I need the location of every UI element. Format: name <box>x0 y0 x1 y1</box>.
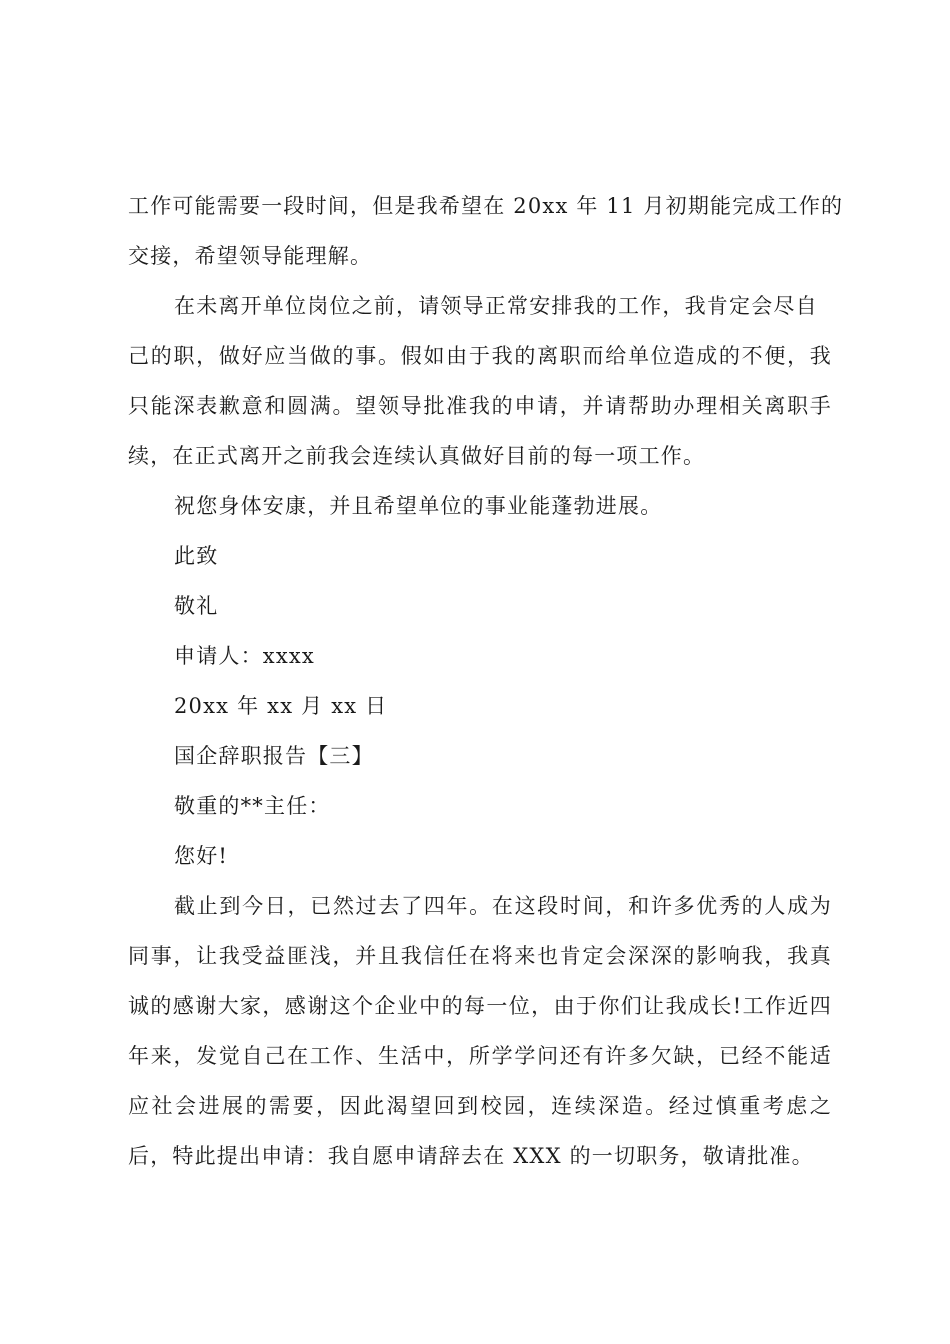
salutation-line: 此致 <box>174 544 219 568</box>
text-line: 只能深表歉意和圆满。望领导批准我的申请，并请帮助办理相关离职手 <box>128 394 832 418</box>
salutation-line: 敬礼 <box>174 594 219 618</box>
paragraph-first-line: 在未离开单位岗位之前，请领导正常安排我的工作，我肯定会尽自 <box>174 294 818 318</box>
text-line: 同事，让我受益匪浅，并且我信任在将来也肯定会深深的影响我，我真 <box>128 944 832 968</box>
text-line: 后，特此提出申请：我自愿申请辞去在 XXX 的一切职务，敬请批准。 <box>128 1144 814 1168</box>
text-line: 工作可能需要一段时间，但是我希望在 20xx 年 11 月初期能完成工作的 <box>128 194 844 218</box>
text-line: 交接，希望领导能理解。 <box>128 244 373 268</box>
text-line: 诚的感谢大家，感谢这个企业中的每一位，由于你们让我成长!工作近四 <box>128 994 832 1018</box>
text-line: 续，在正式离开之前我会连续认真做好目前的每一项工作。 <box>128 444 706 468</box>
applicant-line: 申请人：xxxx <box>174 644 315 668</box>
text-line: 应社会进展的需要，因此渴望回到校园，连续深造。经过慎重考虑之 <box>128 1094 832 1118</box>
greeting-line: 您好! <box>174 844 229 868</box>
text-line: 己的职，做好应当做的事。假如由于我的离职而给单位造成的不便，我 <box>128 344 832 368</box>
wish-line: 祝您身体安康，并且希望单位的事业能蓬勃进展。 <box>174 494 663 518</box>
greeting-line: 敬重的**主任： <box>174 794 331 818</box>
date-line: 20xx 年 xx 月 xx 日 <box>174 694 388 718</box>
text-line: 年来，发觉自己在工作、生活中，所学学问还有许多欠缺，已经不能适 <box>128 1044 832 1068</box>
section-title: 国企辞职报告【三】 <box>174 744 374 768</box>
paragraph-first-line: 截止到今日，已然过去了四年。在这段时间，和许多优秀的人成为 <box>174 894 832 918</box>
